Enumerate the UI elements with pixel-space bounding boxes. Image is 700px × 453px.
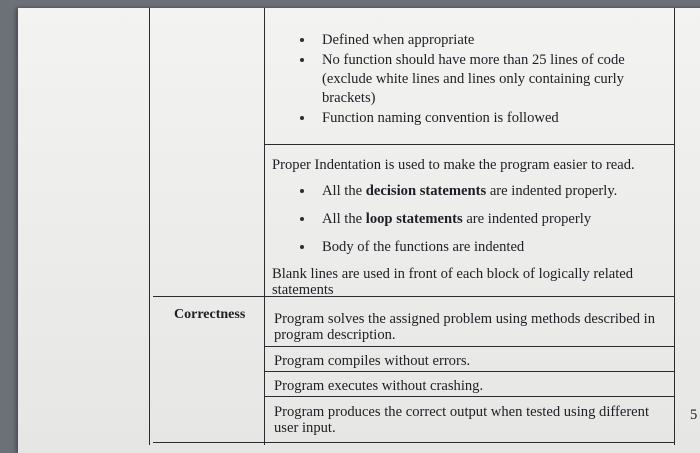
bullet-icon — [300, 116, 304, 120]
criteria-text: statements — [272, 282, 334, 298]
criteria-text: brackets) — [322, 90, 376, 106]
text-part: All the — [322, 183, 366, 199]
criteria-text: Program compiles without errors. — [274, 353, 471, 369]
criteria-text: (exclude white lines and lines only containing curly — [322, 71, 624, 87]
criteria-text — [322, 182, 617, 200]
text-part: are indented properly. — [486, 183, 618, 199]
bold-term: decision statements — [365, 183, 487, 199]
criteria-text: user input. — [274, 420, 336, 436]
points-value: 5 — [690, 407, 698, 423]
col-line-2 — [264, 8, 265, 445]
criteria-text: Program solves the assigned problem using methods described in — [274, 311, 655, 327]
col-line-3 — [674, 8, 675, 445]
criteria-text: Program produces the correct output when tested using different — [274, 404, 650, 420]
criteria-text: program description. — [274, 327, 396, 343]
text-part: All the — [322, 211, 366, 227]
row-line-4 — [264, 371, 674, 372]
col-line-1 — [149, 8, 150, 445]
row-line-1 — [264, 144, 674, 145]
indentation-intro: Proper Indentation is used to make the program easier to read. — [272, 157, 635, 173]
row-line-2 — [153, 296, 674, 297]
row-line-3 — [264, 346, 674, 347]
row-line-5 — [264, 396, 674, 397]
bullet-icon — [300, 217, 304, 221]
criteria-text: No function should have more than 25 lines of code — [322, 52, 625, 68]
bullet-icon — [300, 58, 304, 62]
bullet-icon — [300, 245, 304, 249]
bullet-icon — [300, 189, 304, 193]
row-line-6 — [153, 442, 674, 443]
criteria-text: Defined when appropriate — [322, 32, 475, 48]
bullet-icon — [300, 38, 304, 42]
criteria-text: Function naming convention is followed — [322, 110, 559, 126]
criteria-text: Program executes without crashing. — [274, 378, 484, 394]
bold-term: loop statements — [365, 211, 463, 227]
category-label: Correctness — [174, 307, 246, 322]
text-part: are indented properly — [462, 211, 592, 227]
criteria-text: Blank lines are used in front of each block of logically related — [272, 266, 634, 282]
criteria-text — [322, 210, 591, 228]
criteria-text: Body of the functions are indented — [322, 239, 525, 255]
rubric-page — [18, 8, 700, 453]
